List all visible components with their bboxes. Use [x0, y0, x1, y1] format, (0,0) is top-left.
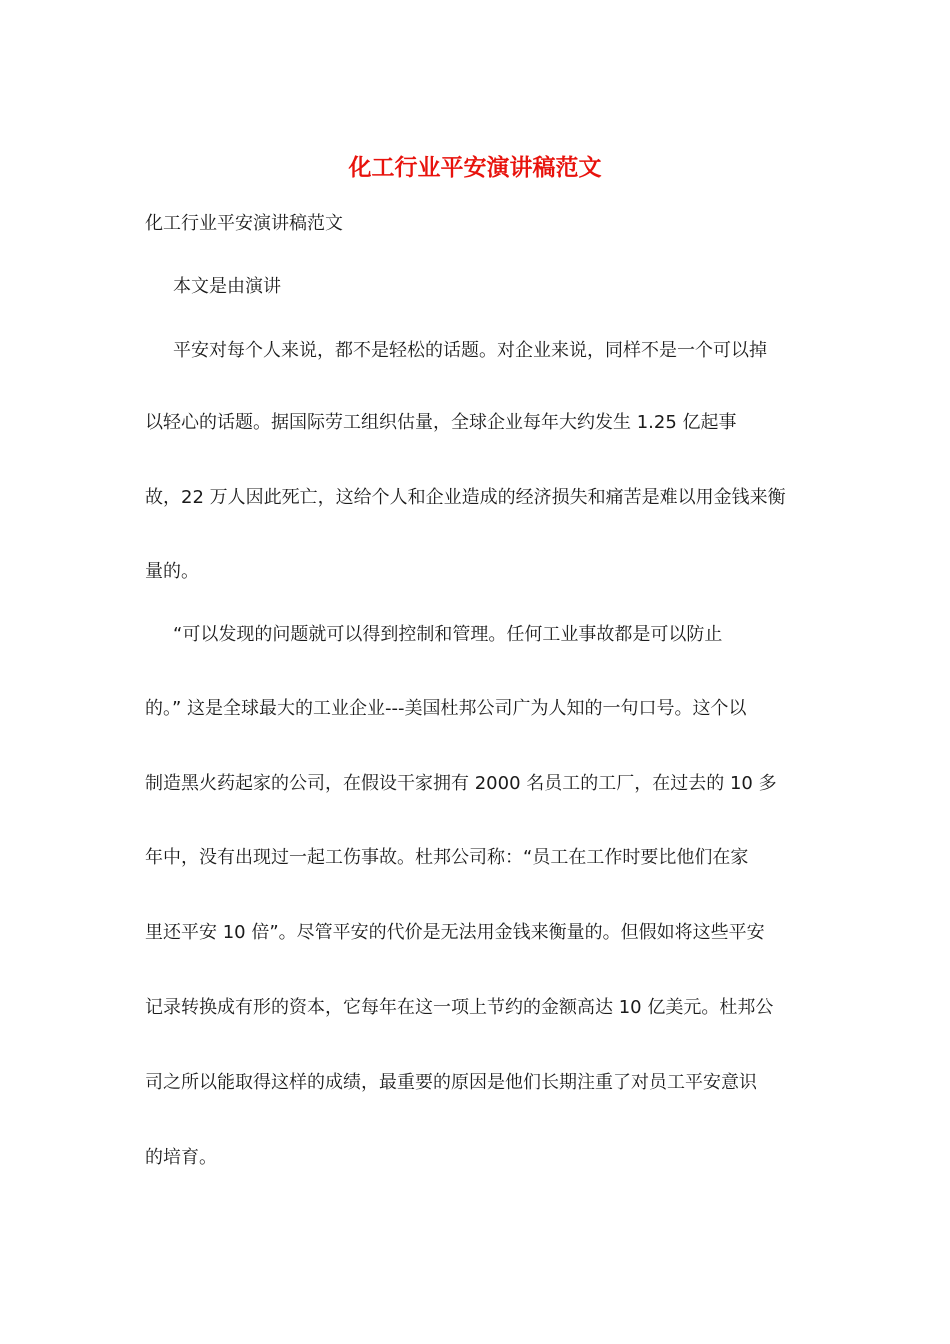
document-title: 化工行业平安演讲稿范文: [348, 154, 602, 181]
paragraph-line: 平安对每个人来说，都不是轻松的话题。对企业来说，同样不是一个可以掉: [173, 340, 767, 361]
paragraph-line: 以轻心的话题。据国际劳工组织估量，全球企业每年大约发生 1.25 亿起事: [145, 412, 737, 433]
paragraph-line: 量的。: [145, 561, 199, 582]
paragraph-line: 司之所以能取得这样的成绩，最重要的原因是他们长期注重了对员工平安意识: [145, 1072, 757, 1093]
paragraph-line: 制造黑火药起家的公司，在假设干家拥有 2000 名员工的工厂，在过去的 10 多: [145, 773, 777, 794]
paragraph-line: 里还平安 10 倍”。尽管平安的代价是无法用金钱来衡量的。但假如将这些平安: [145, 922, 765, 943]
document-subtitle: 化工行业平安演讲稿范文: [145, 213, 343, 234]
intro-line: 本文是由演讲: [173, 276, 281, 297]
paragraph-line: 的培育。: [145, 1147, 217, 1168]
paragraph-line: 年中，没有出现过一起工伤事故。杜邦公司称：“员工在工作时要比他们在家: [145, 847, 749, 868]
paragraph-line: 故，22 万人因此死亡，这给个人和企业造成的经济损失和痛苦是难以用金钱来衡: [145, 487, 786, 508]
paragraph-line: 的。” 这是全球最大的工业企业---美国杜邦公司广为人知的一句口号。这个以: [145, 698, 747, 719]
paragraph-line: “可以发现的问题就可以得到控制和管理。任何工业事故都是可以防止: [173, 624, 723, 645]
paragraph-line: 记录转换成有形的资本，它每年在这一项上节约的金额高达 10 亿美元。杜邦公: [145, 997, 774, 1018]
